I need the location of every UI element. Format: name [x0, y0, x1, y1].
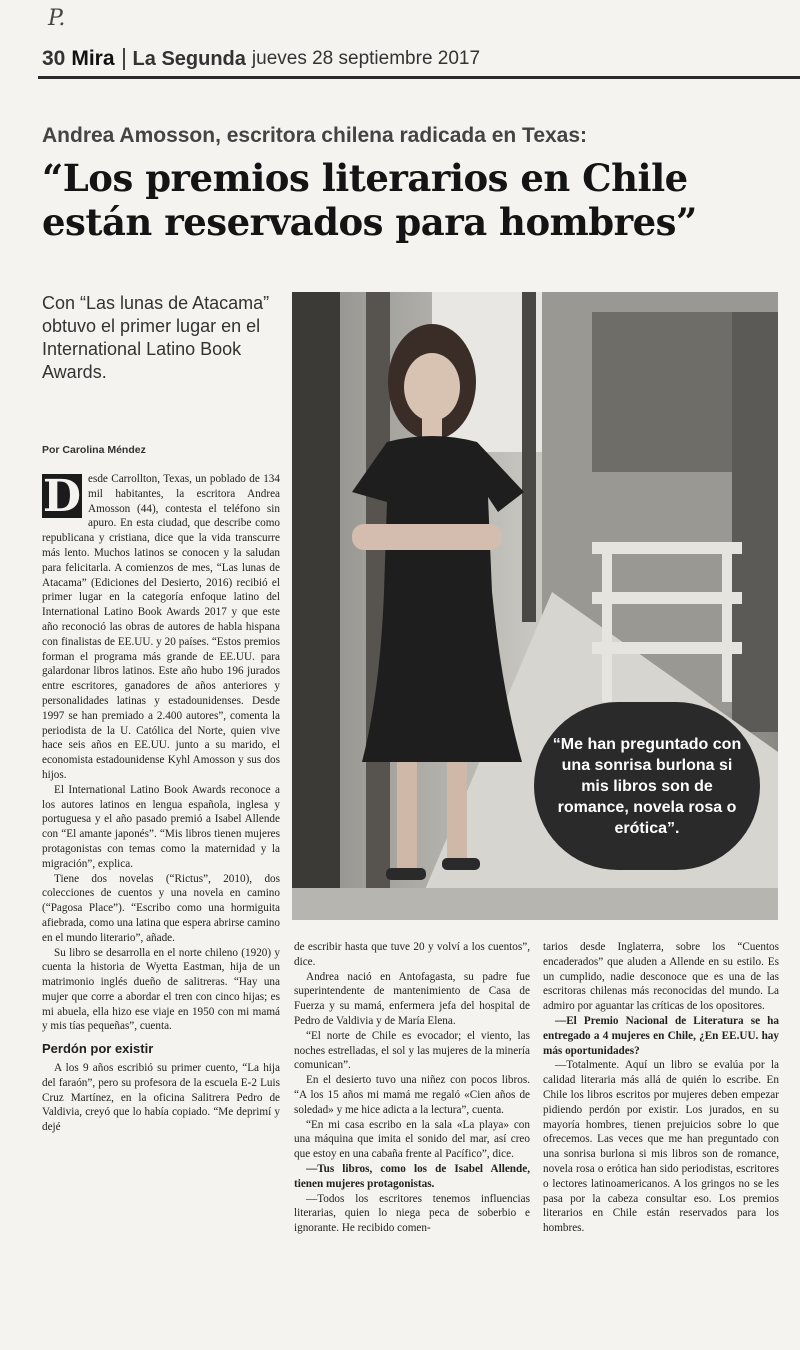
article-deck: Con “Las lunas de Atacama” obtuvo el primer lugar en el International Latino Book Awards. — [42, 293, 270, 382]
paragraph: En el desierto tuvo una niñez con pocos libros. “A los 15 años mi mamá me regaló «Cien años de soledad» y me hice adicta a la lectura”, cuenta. — [294, 1074, 530, 1116]
text-column-2 — [294, 940, 530, 1315]
headline-line-2: están reservados para hombres” — [42, 200, 697, 244]
section-name: Mira — [71, 47, 115, 70]
masthead — [42, 44, 480, 74]
article-kicker: Andrea Amosson, escritora chilena radicada en Texas: — [42, 124, 588, 147]
paragraph: —Todos los escritores tenemos influencias literarias, quien lo niega peca de soberbio e ignorante. He recibido comen- — [294, 1192, 530, 1235]
headline — [42, 156, 800, 244]
paragraph: tarios desde Inglaterra, sobre los “Cuentos encaderados” que aluden a Allende en su estilo. Es un cumplido, nadie desconoce que es una de las escritoras chilenas más reconocidas del mundo. La admiro por aguantar las críticas de los opositores. — [543, 941, 779, 1013]
page-number: 30 — [42, 47, 66, 70]
paragraph: Andrea nació en Antofagasta, su padre fue superintendente de mantenimiento de Casa de Fuerza y su mamá, enfermera jefa del hospital de Pedro de Valdivia y de María Elena. — [294, 970, 530, 1027]
handwritten-mark: P. — [48, 6, 66, 31]
headline-line-1: “Los premios literarios en Chile — [42, 156, 688, 200]
paragraph-text: esde Carrollton, Texas, un poblado de 134 mil habitantes, la escritora Andrea Amosson (44), contesta el teléfono sin apuro. En esta ciudad, que describe como republicana y cristiana, dice que la vida transcurre más lento. Muchos latinos se conocen y la saludan para felicitarla. A comienzos de mes, “Las lunas de Atacama” (Ediciones del Desierto, 2016) recibió el primer lugar en la categoría enfoque latino del International Latino Book Awards 2017 y que este año reconoció las obras de autores de habla hispana con finalistas de EE.UU. y 20 países. “Estos premios forman el programa más grande de EE.UU. para galardonar libros latinos. Este año hubo 196 jurados entre escritores, ganadores de años anteriores y personalidades latinas y estadounidenses. Desde 1997 se han premiado a 2.400 autores”, comenta la periodista de la U. Católica del Norte, quien vive hace seis años en EE.UU. junto a su marido, el economista estadounidense Kyhl Amosson y sus dos hijos. — [42, 473, 280, 781]
interview-question: —Tus libros, como los de Isabel Allende, tienen mujeres protagonistas. — [294, 1162, 530, 1190]
interview-question: —El Premio Nacional de Literatura se ha entregado a 4 mujeres en Chile, ¿En EE.UU. hay más oportunidades? — [543, 1014, 779, 1057]
newspaper-name: La Segunda — [132, 47, 246, 70]
paragraph — [42, 472, 280, 783]
masthead-rule — [38, 76, 800, 79]
pull-quote: “Me han preguntado con una sonrisa burlona si mis libros son de romance, novela rosa o erótica”. — [534, 702, 760, 870]
masthead-divider — [123, 48, 125, 70]
paragraph: —Totalmente. Aquí un libro se evalúa por la calidad literaria más allá de quién lo escribe. En Chile los libros escritos por mujeres deben empezar pidiendo perdón por existir. Los jurados, en su mayoría hombres, tienen prejuicios sobre lo que ofrecemos. Las veces que me han preguntado con una sonrisa burlona si mis libros son de romance, novela rosa o erótica han sido periodistas, escritores o lectores latinoamericanos. A los gringos no se les pasa por la cabeza consultar eso. Los premios literarios en Chile están reservados para los hombres. — [543, 1059, 779, 1235]
paragraph: Su libro se desarrolla en el norte chileno (1920) y cuenta la historia de Wyetta Eastman, hija de un matrimonio inglés dueño de salitreras. “Hay una mujer que corre a abordar el tren con cinco hijas; es mi abuela, ella hizo ese viaje en 1950 con mi mamá y mis tías pequeñas”, cuenta. — [42, 946, 280, 1033]
paragraph: “En mi casa escribo en la sala «La playa» con una máquina que imita el sonido del mar, así creo que estoy en una cabaña frente al Pacífico”, dice. — [294, 1118, 530, 1161]
byline: Por Carolina Méndez — [42, 444, 146, 456]
text-column-1 — [42, 472, 280, 1317]
paragraph: “El norte de Chile es evocador; el viento, las noches estrelladas, el sol y las mujeres de la minería comunican”. — [294, 1029, 530, 1072]
subhead: Perdón por existir — [42, 1041, 154, 1057]
issue-date: jueves 28 septiembre 2017 — [251, 48, 481, 69]
drop-cap: D — [42, 472, 82, 522]
text-column-3 — [543, 940, 779, 1315]
paragraph: Tiene dos novelas (“Rictus”, 2010), dos colecciones de cuentos y una novela en camino (“Pagosa Place”). “Escribo como una hormiguita afiebrada, como una latina que espera abrirse camino en el mundo literario”, añade. — [42, 872, 280, 944]
paragraph: El International Latino Book Awards reconoce a los autores latinos en lengua española, inglesa y portuguesa y el año pasado premió a Isabel Allende con “El amante japonés”. “Mis libros tienen mujeres protagonistas con temas como la maternidad y la migración”, explica. — [42, 783, 280, 870]
paragraph: A los 9 años escribió su primer cuento, “La hija del faraón”, pero su profesora de la escuela E-2 Luis Cruz Martínez, en la oficina Salitrera Pedro de Valdivia, creyó que lo había copiado. “Me deprimí y dejé — [42, 1062, 280, 1134]
paragraph: de escribir hasta que tuve 20 y volví a los cuentos”, dice. — [294, 941, 530, 968]
